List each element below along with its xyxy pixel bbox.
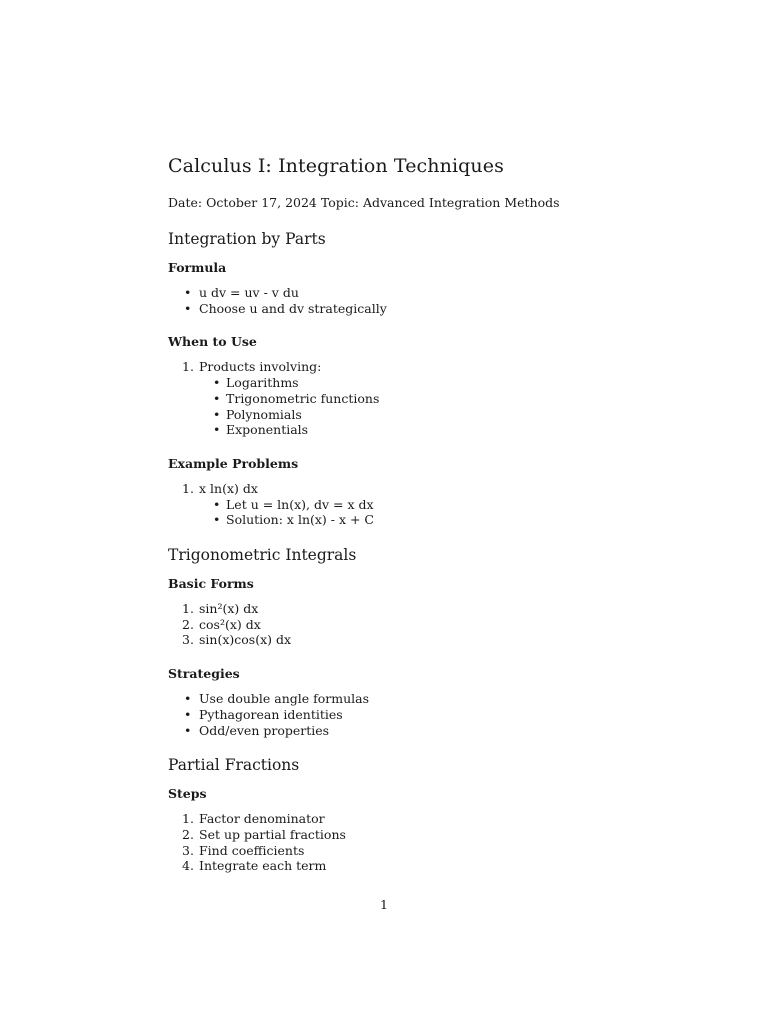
item-text: Set up partial fractions: [199, 826, 346, 842]
basic-forms-list: [168, 601, 628, 648]
item-number: 3.: [182, 632, 194, 648]
list-item: [168, 811, 628, 827]
list-item: • Solution: x ln(x) - x + C: [199, 512, 628, 528]
list-item: [168, 858, 628, 874]
subsection-heading-when-to-use: When to Use: [168, 334, 257, 350]
section-heading-integration-by-parts: Integration by Parts: [168, 230, 326, 248]
nested-list: [199, 497, 628, 528]
steps-list: [168, 811, 628, 874]
list-item: • u dv = uv - v du: [168, 285, 628, 301]
list-item: [168, 827, 628, 843]
subsection-heading-steps: Steps: [168, 786, 207, 802]
section-heading-partial-fractions: Partial Fractions: [168, 756, 300, 775]
when-to-use-list: [168, 359, 628, 438]
item-number: 4.: [182, 858, 194, 874]
page-number: 1: [380, 897, 388, 912]
list-item: • Trigonometric functions: [199, 391, 628, 407]
item-text: x ln(x) dx: [199, 480, 258, 496]
item-number: 3.: [182, 842, 194, 858]
list-item: [168, 843, 628, 859]
item-number: 1.: [182, 359, 194, 375]
list-item: • Pythagorean identities: [168, 707, 628, 723]
list-item: • Logarithms: [199, 375, 628, 391]
subsection-heading-formula: Formula: [168, 260, 227, 275]
item-text: sin(x)cos(x) dx: [199, 632, 292, 648]
item-text: Find coefficients: [199, 842, 305, 858]
item-number: 1.: [182, 811, 194, 827]
list-item: [168, 359, 628, 438]
list-item: [168, 617, 628, 633]
list-item: [168, 481, 628, 528]
formula-list: [168, 285, 628, 316]
page-title: Calculus I: Integration Techniques: [168, 155, 504, 177]
document-meta: Date: October 17, 2024 Topic: Advanced Integration Methods: [168, 195, 560, 210]
example-problems-list: [168, 481, 628, 528]
subsection-heading-basic-forms: Basic Forms: [168, 576, 254, 592]
list-item: [168, 632, 628, 648]
subsection-heading-example-problems: Example Problems: [168, 455, 299, 471]
item-text: Products involving:: [199, 359, 322, 375]
strategies-list: [168, 691, 628, 738]
list-item: • Use double angle formulas: [168, 691, 628, 707]
document-page: [168, 155, 628, 892]
nested-list: [199, 375, 628, 438]
item-text: cos²(x) dx: [199, 616, 261, 632]
item-number: 2.: [182, 826, 194, 842]
list-item: • Exponentials: [199, 422, 628, 438]
list-item: • Choose u and dv strategically: [168, 301, 628, 317]
item-text: sin²(x) dx: [199, 601, 259, 617]
section-heading-trigonometric-integrals: Trigonometric Integrals: [168, 546, 357, 565]
item-text: Factor denominator: [199, 811, 325, 827]
list-item: • Polynomials: [199, 407, 628, 423]
list-item: • Odd/even properties: [168, 723, 628, 739]
item-number: 1.: [182, 480, 194, 496]
item-text: Integrate each term: [199, 858, 327, 874]
subsection-heading-strategies: Strategies: [168, 666, 240, 682]
item-number: 2.: [182, 616, 194, 632]
list-item: [168, 601, 628, 617]
item-number: 1.: [182, 601, 194, 617]
list-item: • Let u = ln(x), dv = x dx: [199, 497, 628, 513]
